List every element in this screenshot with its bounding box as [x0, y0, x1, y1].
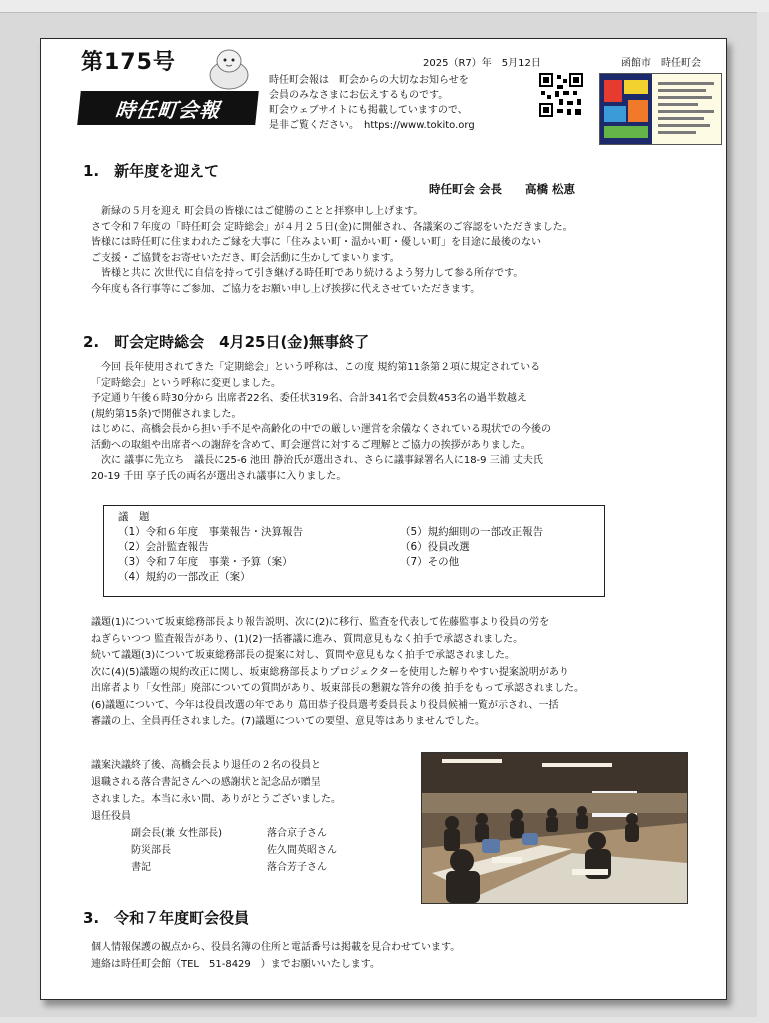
section-3-body: [91, 939, 460, 973]
scrollbar[interactable]: [757, 12, 769, 1023]
body-line: 今年度も各行事等にご参加、ご協力をお願い申し上げ挨拶に代えさせていただきます。: [91, 283, 481, 295]
body-line: 新緑の５月を迎え 町会員の皆様にはご健勝のことと拝察申し上げます。: [91, 206, 424, 217]
body-line: 次に 議事に先立ち 議長に25-6 池田 静治氏が選出され、さらに議事録署名人に18-9 三浦 丈夫氏: [91, 455, 543, 466]
officer-role: 防災部長: [131, 845, 171, 856]
section-2-minutes: [91, 615, 584, 731]
retired-officer: [131, 859, 337, 876]
body-line: さて令和７年度の「時任町会 定時総会」が４月２５日(金)に開催され、各議案のご容認をいただきました。: [91, 221, 573, 233]
body-line: 次に(4)(5)議題の規約改正に関し、坂東総務部長よりプロジェクターを使用した解りやすい提案説明があり: [91, 666, 569, 678]
section-1-title: 1. 新年度を迎えて: [83, 162, 220, 180]
body-line: はじめに、高橋会長から担い手不足や高齢化の中での厳しい運営を余儀なくされている現状での今後の: [91, 424, 551, 435]
intro-line: 時任町会報は 町会からの大切なお知らせを: [269, 75, 469, 86]
agenda-item: （3）令和７年度 事業・予算（案）: [118, 556, 293, 568]
intro-line: 町会ウェブサイトにも掲載していますので、: [269, 105, 468, 116]
agenda-item: （4）規約の一部改正（案）: [118, 571, 251, 583]
retired-officer: [131, 825, 337, 842]
body-line: 今回 長年使用されてきた「定期総会」という呼称は、この度 規約第11条第２項に規定されている: [91, 362, 541, 373]
body-line: 議案決議終了後、高橋会長より退任の２名の役員と: [91, 760, 321, 771]
viewer-toolbar: [0, 0, 769, 13]
section-1-body: [91, 204, 573, 297]
agenda-left-column: [118, 525, 303, 585]
body-line: 出席者より「女性部」廃部についての質問があり、坂東部長の懇親な答弁の後 拍手をもって承認されました。: [91, 683, 584, 694]
issue-number: 第175号: [81, 50, 176, 75]
body-line: 20-19 千田 享子氏の両名が選出され議事に入りました。: [91, 470, 347, 482]
body-line: 予定通り午後６時30分から 出席者22名、委任状319名、合計341名で会員数453名の過半数越え: [91, 393, 527, 404]
newsletter-logo: [77, 91, 259, 125]
agenda-box: [103, 505, 605, 597]
logo-text: 時任町会報: [114, 97, 222, 122]
newsletter-page: [40, 38, 727, 1000]
retirement-text: [91, 757, 341, 825]
body-line: (規約第15条)で開催されました。: [91, 408, 242, 420]
body-line: されました。本当に永い間、ありがとうございました。: [91, 794, 341, 805]
mascot-icon: [206, 47, 252, 91]
retired-officer: [131, 842, 337, 859]
website-thumbnail-icon: [599, 73, 722, 145]
officer-name: 落合京子さん: [267, 828, 327, 839]
issue-date: 2025（R7）年 5月12日: [423, 58, 541, 69]
officer-role: 書記: [131, 862, 151, 873]
intro-line: 会員のみなさまにお伝えするものです。: [269, 90, 449, 101]
agenda-item: （5）規約細則の一部改正報告: [400, 526, 544, 538]
body-line: 活動への取組や出席者への謝辞を含めて、町会運営に対するご理解とご協力の挨拶がありました。: [91, 439, 531, 451]
body-line: 続いて議題(3)について坂東総務部長の提案に対し、質問や意見もなく拍手で承認されました。: [91, 650, 515, 661]
body-line: 個人情報保護の観点から、役員名簿の住所と電話番号は掲載を見合わせています。: [91, 942, 461, 953]
body-line: ご支援・ご協賛をお寄せいただき、町会活動に生かしてまいります。: [91, 252, 400, 264]
body-line: 退職される落合書記さんへの感謝状と記念品が贈呈: [91, 777, 321, 788]
body-line: 「定時総会」という呼称に変更しました。: [91, 377, 281, 389]
body-line: (6)議題について、今年は役員改選の年であり 蔦田恭子役員選考委員長より役員候補一覧が示され、一括: [91, 699, 559, 711]
body-line: 皆様と共に 次世代に自信を持って引き継げる時任町であり続けるよう努力して参る所存です。: [91, 268, 524, 279]
organization-name: 函館市 時任町会: [621, 58, 701, 69]
meeting-photo: [421, 752, 688, 904]
agenda-item: （1）令和６年度 事業報告・決算報告: [118, 526, 304, 538]
officer-name: 佐久間英昭さん: [267, 845, 337, 856]
agenda-item: （7）その他: [400, 556, 460, 568]
agenda-right-column: [400, 525, 543, 570]
qr-code-icon[interactable]: [539, 73, 583, 117]
body-line: 議題(1)について坂東総務部長より報告説明、次に(2)に移行、監査を代表して佐藤監事より役員の労を: [91, 617, 550, 628]
section-2-body: [91, 360, 551, 484]
agenda-title: 議 題: [118, 511, 150, 523]
retired-officers-list: [131, 825, 337, 876]
agenda-item: （6）役員改選: [400, 541, 470, 553]
body-line: 連絡は時任町会館（TEL 51-8429 ）までお願いいたします。: [91, 959, 380, 970]
body-line: 退任役員: [91, 811, 131, 822]
section-1-author: 時任町会 会長 高橋 松恵: [429, 182, 576, 196]
body-line: 皆様には時任町に住まわれたご縁を大事に「住みよい町・温かい町・優しい町」を目途に最後のない: [91, 237, 541, 248]
viewer-bottom-edge: [0, 1017, 769, 1023]
officer-role: 副会長(兼 女性部長): [131, 828, 222, 839]
intro-line[interactable]: 是非ご覧ください。 https://www.tokito.org: [269, 120, 475, 131]
body-line: ねぎらいつつ 監査報告があり、(1)(2)一括審議に進み、質問意見もなく拍手で承認されました。: [91, 633, 524, 645]
intro-text: [269, 73, 569, 133]
section-2-title: 2. 町会定時総会 4月25日(金)無事終了: [83, 333, 370, 351]
officer-name: 落合芳子さん: [267, 862, 327, 873]
section-3-title: 3. 令和７年度町会役員: [83, 909, 250, 927]
agenda-item: （2）会計監査報告: [118, 541, 209, 553]
body-line: 審議の上、全員再任されました。(7)議題についての要望、意見等はありませんでした。: [91, 716, 485, 727]
